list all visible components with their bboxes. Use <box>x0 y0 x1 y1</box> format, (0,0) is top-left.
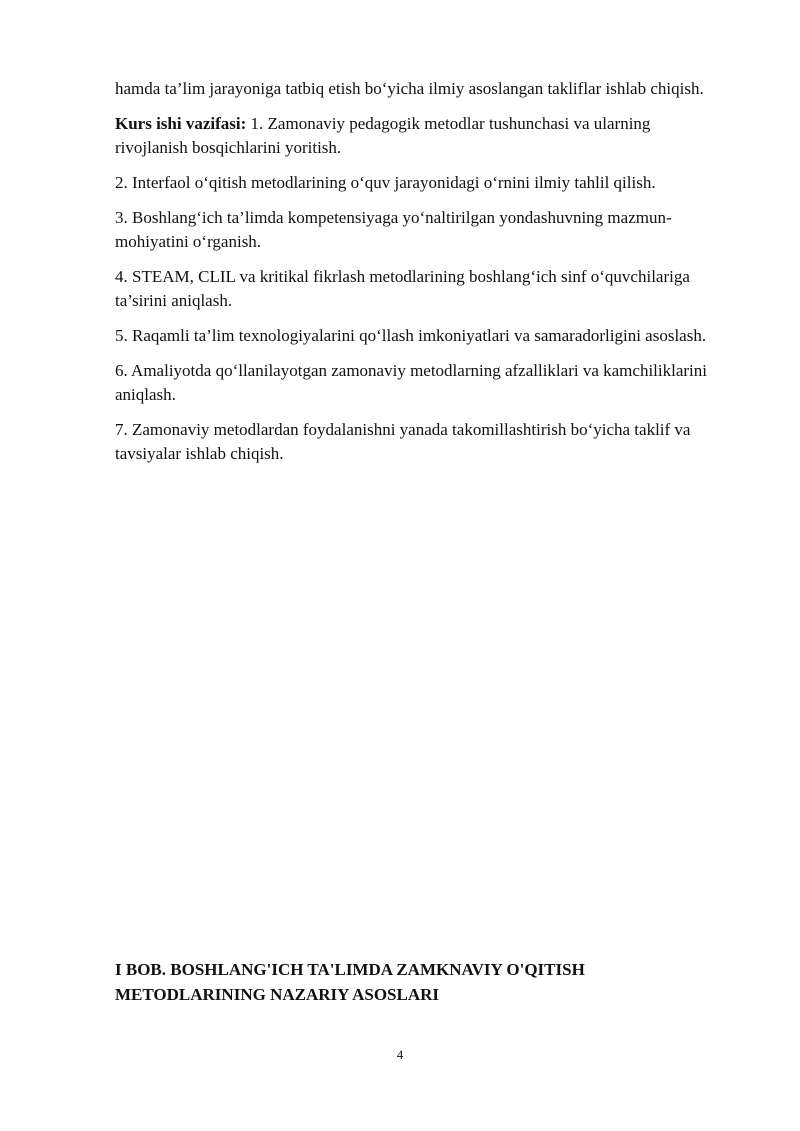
task-item-6: 6. Amaliyotda qo‘llanilayotgan zamonaviy metodlarning afzalliklari va kamchiliklarini aniqlash. <box>115 361 707 404</box>
intro-continuation: hamda ta’lim jarayoniga tatbiq etish bo‘yicha ilmiy asoslangan takliflar ishlab chiqish. <box>115 79 704 98</box>
task-item-3: 3. Boshlang‘ich ta’limda kompetensiyaga yo‘naltirilgan yondashuvning mazmun-mohiyatini o‘rganish. <box>115 208 672 251</box>
page-number: 4 <box>396 1047 404 1062</box>
task-item-1: 1. Zamonaviy pedagogik metodlar tushunchasi va ularning rivojlanish bosqichlarini yoritish. <box>115 114 651 157</box>
task-item-7: 7. Zamonaviy metodlardan foydalanishni yanada takomillashtirish bo‘yicha taklif va tavsiyalar ishlab chiqish. <box>115 420 691 463</box>
task-item-2: 2. Interfaol o‘qitish metodlarining o‘quv jarayonidagi o‘rnini ilmiy tahlil qilish. <box>115 173 656 192</box>
tasks-label: Kurs ishi vazifasi: <box>115 114 247 133</box>
tasks-intro-paragraph <box>115 112 715 160</box>
page-body <box>115 77 715 477</box>
task-item-5: 5. Raqamli ta’lim texnologiyalarini qo‘llash imkoniyatlari va samaradorligini asoslash. <box>115 326 707 345</box>
task-item-4: 4. STEAM, CLIL va kritikal fikrlash metodlarining boshlang‘ich sinf o‘quvchilariga ta’sirini aniqlash. <box>115 267 690 310</box>
chapter-heading: I BOB. BOSHLANG'ICH TA'LIMDA ZAMKNAVIY O'QITISH METODLARINING NAZARIY ASOSLARI <box>115 960 585 1004</box>
